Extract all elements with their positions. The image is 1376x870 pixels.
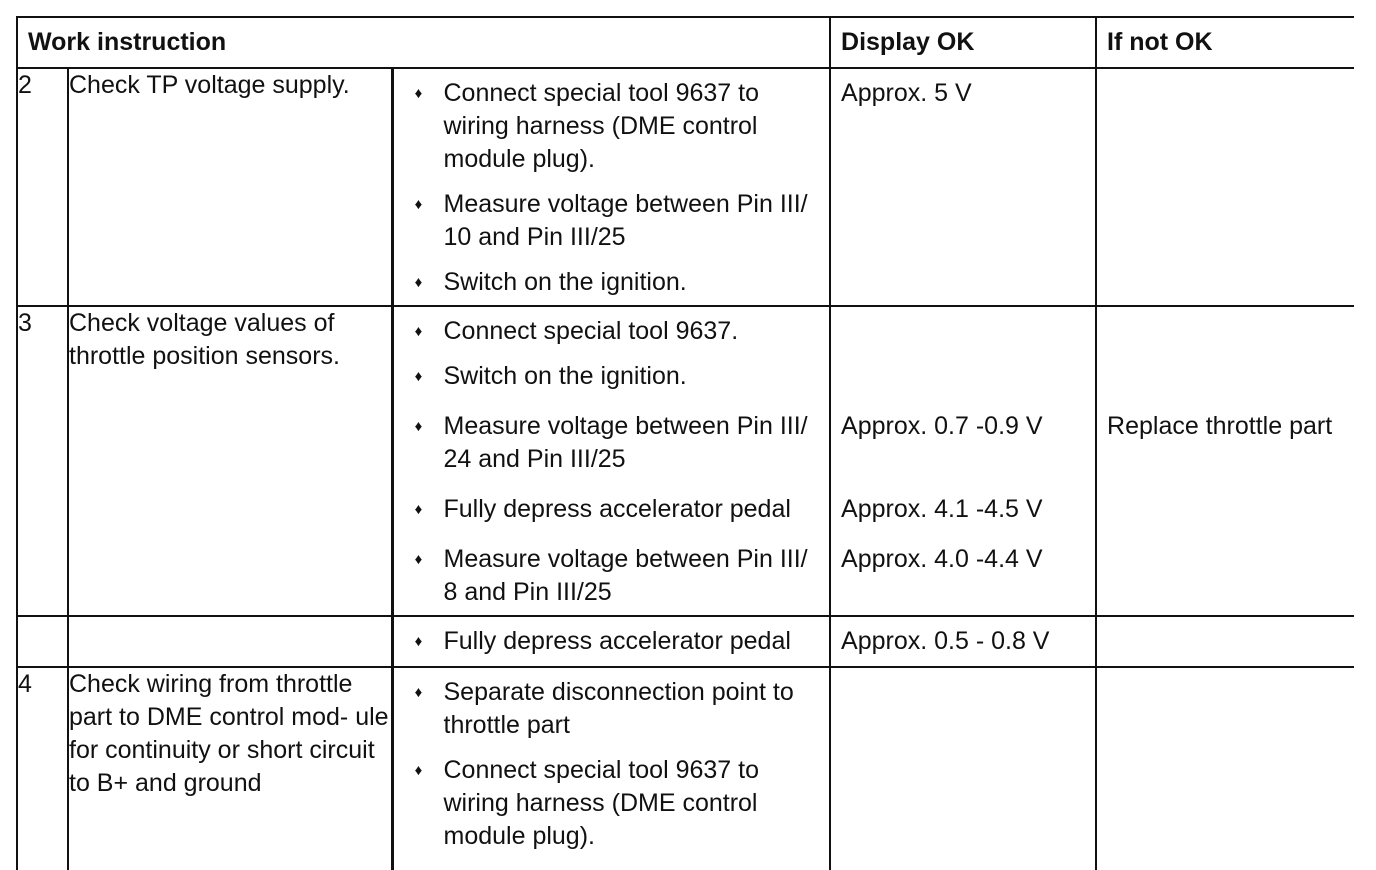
display-ok-value: Approx. 4.0 -4.4 V xyxy=(841,545,1043,573)
instruction-text: Switch on the ignition. xyxy=(443,362,687,390)
instruction-text: Measure voltage between Pin III/ 8 and Pin III/25 xyxy=(443,545,808,606)
instruction-line xyxy=(394,410,830,476)
header-display-ok: Display OK xyxy=(830,17,1096,68)
instruction-text: Fully depress accelerator pedal xyxy=(443,627,791,655)
if-not-ok-cell xyxy=(1096,616,1354,667)
instruction-line xyxy=(394,543,830,609)
step-instructions xyxy=(392,68,830,306)
work-instruction-table xyxy=(16,16,1354,870)
if-not-ok-cell xyxy=(1096,68,1354,306)
bullet-icon: ♦ xyxy=(414,501,423,518)
instruction-line xyxy=(394,754,830,853)
instruction-line xyxy=(394,360,830,393)
bullet-icon: ♦ xyxy=(414,418,423,435)
step-instructions xyxy=(392,306,830,616)
bullet-icon: ♦ xyxy=(414,368,423,385)
display-ok-value: Approx. 0.7 -0.9 V xyxy=(841,412,1043,440)
header-work-instruction: Work instruction xyxy=(17,17,830,68)
step-number: 4 xyxy=(17,667,68,870)
if-not-ok-value: Replace throttle part xyxy=(1107,412,1333,440)
instruction-text: Connect special tool 9637 to wiring harness (DME control module plug). xyxy=(443,756,759,850)
if-not-ok-cell xyxy=(1096,667,1354,870)
instruction-line xyxy=(394,625,830,658)
instruction-text: Separate disconnection point to throttle part xyxy=(443,678,794,739)
table-row-step-3 xyxy=(17,306,1354,616)
bullet-icon: ♦ xyxy=(414,762,423,779)
instruction-line xyxy=(394,266,830,299)
instruction-text: Switch on the ignition. xyxy=(443,268,687,296)
table-row-step-4 xyxy=(17,667,1354,870)
display-ok-cell xyxy=(830,667,1096,870)
instruction-text: Measure voltage between Pin III/ 10 and Pin III/25 xyxy=(443,190,808,251)
display-ok-cell xyxy=(830,68,1096,306)
step-number: 2 xyxy=(17,68,68,306)
step-instructions xyxy=(392,616,830,667)
step-task xyxy=(68,616,392,667)
instruction-text: Connect special tool 9637. xyxy=(443,317,739,345)
display-ok-value: Approx. 4.1 -4.5 V xyxy=(841,495,1043,523)
display-ok-value: Approx. 5 V xyxy=(841,79,972,107)
instruction-text: Connect special tool 9637 to wiring harness (DME control module plug). xyxy=(443,79,759,173)
bullet-icon: ♦ xyxy=(414,633,423,650)
bullet-icon: ♦ xyxy=(414,323,423,340)
bullet-icon: ♦ xyxy=(414,684,423,701)
bullet-icon: ♦ xyxy=(414,274,423,291)
display-ok-cell xyxy=(830,616,1096,667)
instruction-line xyxy=(394,188,830,254)
bullet-icon: ♦ xyxy=(414,85,423,102)
step-number xyxy=(17,616,68,667)
table-header-row xyxy=(17,17,1354,68)
header-if-not-ok: If not OK xyxy=(1096,17,1354,68)
bullet-icon: ♦ xyxy=(414,551,423,568)
table-row-step-2 xyxy=(17,68,1354,306)
step-task: Check voltage values of throttle position sensors. xyxy=(68,306,392,616)
if-not-ok-cell xyxy=(1096,306,1354,616)
display-ok-cell xyxy=(830,306,1096,616)
instruction-line xyxy=(394,676,830,742)
instruction-line xyxy=(394,315,830,348)
work-instruction-document xyxy=(16,16,1354,870)
instruction-text: Measure voltage between Pin III/ 24 and Pin III/25 xyxy=(443,412,808,473)
bullet-icon: ♦ xyxy=(414,196,423,213)
step-number: 3 xyxy=(17,306,68,616)
step-task: Check wiring from throttle part to DME control mod- ule for continuity or short circuit to B+ and ground xyxy=(68,667,392,870)
display-ok-value: Approx. 0.5 - 0.8 V xyxy=(841,627,1050,655)
step-instructions xyxy=(392,667,830,870)
instruction-line xyxy=(394,493,830,526)
instruction-text: Fully depress accelerator pedal xyxy=(443,495,791,523)
instruction-line xyxy=(394,77,830,176)
step-task: Check TP voltage supply. xyxy=(68,68,392,306)
table-row-continuation xyxy=(17,616,1354,667)
